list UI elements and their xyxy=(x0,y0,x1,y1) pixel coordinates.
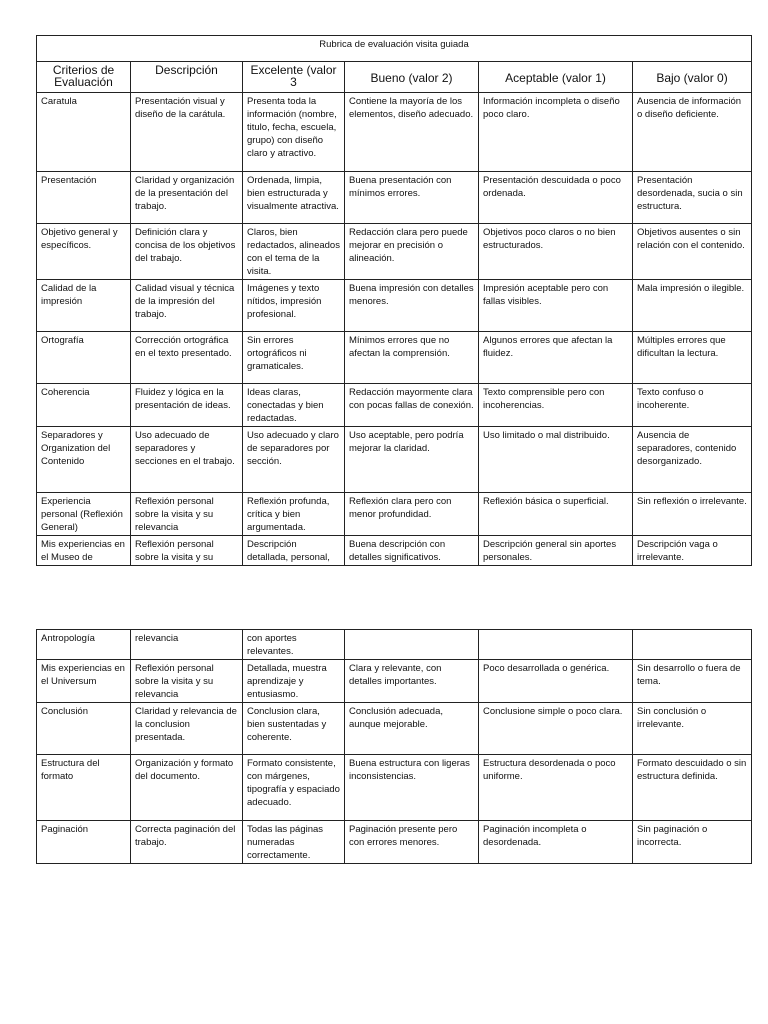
bueno-cell: Contiene la mayoría de los elementos, diseño adecuado. xyxy=(345,93,479,172)
bajo-cell: Sin conclusión o irrelevante. xyxy=(633,703,752,755)
bajo-cell xyxy=(633,630,752,660)
rubric-table-page2 xyxy=(36,629,752,864)
bueno-cell: Buena estructura con ligeras inconsistencias. xyxy=(345,755,479,821)
excelente-cell: Sin errores ortográficos ni gramaticales. xyxy=(243,332,345,384)
description-cell: Correcta paginación del trabajo. xyxy=(131,821,243,864)
criterion-cell: Separadores y Organization del Contenido xyxy=(37,427,131,493)
header-aceptable: Aceptable (valor 1) xyxy=(479,62,633,93)
aceptable-cell: Objetivos poco claros o no bien estructurados. xyxy=(479,224,633,280)
table-row xyxy=(37,755,752,821)
bajo-cell: Texto confuso o incoherente. xyxy=(633,384,752,427)
excelente-cell: Reflexión profunda, crítica y bien argumentada. xyxy=(243,493,345,536)
table-row xyxy=(37,172,752,224)
aceptable-cell: Reflexión básica o superficial. xyxy=(479,493,633,536)
criterion-cell: Objetivo general y específicos. xyxy=(37,224,131,280)
bueno-cell: Mínimos errores que no afectan la comprensión. xyxy=(345,332,479,384)
description-cell: Presentación visual y diseño de la carátula. xyxy=(131,93,243,172)
bueno-cell: Conclusión adecuada, aunque mejorable. xyxy=(345,703,479,755)
criterion-cell: Estructura del formato xyxy=(37,755,131,821)
table-row xyxy=(37,280,752,332)
table-row xyxy=(37,536,752,566)
aceptable-cell: Poco desarrollada o genérica. xyxy=(479,660,633,703)
aceptable-cell: Conclusione simple o poco clara. xyxy=(479,703,633,755)
description-cell: Uso adecuado de separadores y secciones en el trabajo. xyxy=(131,427,243,493)
table-row xyxy=(37,224,752,280)
description-cell: Claridad y relevancia de la conclusion presentada. xyxy=(131,703,243,755)
title-row xyxy=(37,36,752,62)
aceptable-cell xyxy=(479,630,633,660)
header-row xyxy=(37,62,752,93)
excelente-cell: con aportes relevantes. xyxy=(243,630,345,660)
criterion-cell: Ortografía xyxy=(37,332,131,384)
table-row xyxy=(37,821,752,864)
table-row xyxy=(37,332,752,384)
bajo-cell: Ausencia de información o diseño deficiente. xyxy=(633,93,752,172)
bueno-cell: Clara y relevante, con detalles importantes. xyxy=(345,660,479,703)
rubric-table-page1 xyxy=(36,35,752,566)
excelente-cell: Detallada, muestra aprendizaje y entusiasmo. xyxy=(243,660,345,703)
table-row xyxy=(37,660,752,703)
table-row xyxy=(37,93,752,172)
criterion-cell: Coherencia xyxy=(37,384,131,427)
header-bajo: Bajo (valor 0) xyxy=(633,62,752,93)
table-row xyxy=(37,427,752,493)
bajo-cell: Sin paginación o incorrecta. xyxy=(633,821,752,864)
criterion-cell: Presentación xyxy=(37,172,131,224)
aceptable-cell: Estructura desordenada o poco uniforme. xyxy=(479,755,633,821)
criterion-cell: Mis experiencias en el Universum xyxy=(37,660,131,703)
excelente-cell: Ideas claras, conectadas y bien redactadas. xyxy=(243,384,345,427)
bajo-cell: Formato descuidado o sin estructura definida. xyxy=(633,755,752,821)
criterion-cell: Calidad de la impresión xyxy=(37,280,131,332)
bueno-cell xyxy=(345,630,479,660)
aceptable-cell: Uso limitado o mal distribuido. xyxy=(479,427,633,493)
header-descripcion: Descripción xyxy=(131,62,243,93)
bajo-cell: Descripción vaga o irrelevante. xyxy=(633,536,752,566)
description-cell: Definición clara y concisa de los objetivos del trabajo. xyxy=(131,224,243,280)
excelente-cell: Imágenes y texto nítidos, impresión profesional. xyxy=(243,280,345,332)
header-excelente: Excelente (valor 3 xyxy=(243,62,345,93)
excelente-cell: Formato consistente, con márgenes, tipografía y espaciado adecuado. xyxy=(243,755,345,821)
bueno-cell: Redacción mayormente clara con pocas fallas de conexión. xyxy=(345,384,479,427)
criterion-cell: Conclusión xyxy=(37,703,131,755)
description-cell: Claridad y organización de la presentación del trabajo. xyxy=(131,172,243,224)
description-cell: relevancia xyxy=(131,630,243,660)
bajo-cell: Presentación desordenada, sucia o sin estructura. xyxy=(633,172,752,224)
bueno-cell: Paginación presente pero con errores menores. xyxy=(345,821,479,864)
bajo-cell: Sin desarrollo o fuera de tema. xyxy=(633,660,752,703)
excelente-cell: Uso adecuado y claro de separadores por sección. xyxy=(243,427,345,493)
aceptable-cell: Descripción general sin aportes personales. xyxy=(479,536,633,566)
table-row xyxy=(37,493,752,536)
aceptable-cell: Presentación descuidada o poco ordenada. xyxy=(479,172,633,224)
bajo-cell: Ausencia de separadores, contenido desorganizado. xyxy=(633,427,752,493)
excelente-cell: Todas las páginas numeradas correctamente. xyxy=(243,821,345,864)
criterion-cell: Mis experiencias en el Museo de xyxy=(37,536,131,566)
bueno-cell: Redacción clara pero puede mejorar en precisión o alineación. xyxy=(345,224,479,280)
bajo-cell: Objetivos ausentes o sin relación con el contenido. xyxy=(633,224,752,280)
description-cell: Fluidez y lógica en la presentación de ideas. xyxy=(131,384,243,427)
aceptable-cell: Algunos errores que afectan la fluidez. xyxy=(479,332,633,384)
criterion-cell: Paginación xyxy=(37,821,131,864)
table-title: Rubrica de evaluación visita guiada xyxy=(37,36,752,62)
criterion-cell: Experiencia personal (Reflexión General) xyxy=(37,493,131,536)
table-row xyxy=(37,630,752,660)
aceptable-cell: Texto comprensible pero con incoherencias. xyxy=(479,384,633,427)
table-row xyxy=(37,703,752,755)
bueno-cell: Buena descripción con detalles significativos. xyxy=(345,536,479,566)
bueno-cell: Buena impresión con detalles menores. xyxy=(345,280,479,332)
description-cell: Corrección ortográfica en el texto presentado. xyxy=(131,332,243,384)
description-cell: Reflexión personal sobre la visita y su relevancia xyxy=(131,493,243,536)
excelente-cell: Ordenada, limpia, bien estructurada y visualmente atractiva. xyxy=(243,172,345,224)
bajo-cell: Sin reflexión o irrelevante. xyxy=(633,493,752,536)
bueno-cell: Reflexión clara pero con menor profundidad. xyxy=(345,493,479,536)
bajo-cell: Múltiples errores que dificultan la lectura. xyxy=(633,332,752,384)
excelente-cell: Conclusion clara, bien sustentadas y coherente. xyxy=(243,703,345,755)
bueno-cell: Uso aceptable, pero podría mejorar la claridad. xyxy=(345,427,479,493)
aceptable-cell: Información incompleta o diseño poco claro. xyxy=(479,93,633,172)
excelente-cell: Descripción detallada, personal, xyxy=(243,536,345,566)
aceptable-cell: Impresión aceptable pero con fallas visibles. xyxy=(479,280,633,332)
aceptable-cell: Paginación incompleta o desordenada. xyxy=(479,821,633,864)
description-cell: Reflexión personal sobre la visita y su xyxy=(131,536,243,566)
description-cell: Reflexión personal sobre la visita y su relevancia xyxy=(131,660,243,703)
table-row xyxy=(37,384,752,427)
bajo-cell: Mala impresión o ilegible. xyxy=(633,280,752,332)
excelente-cell: Claros, bien redactados, alineados con el tema de la visita. xyxy=(243,224,345,280)
bueno-cell: Buena presentación con mínimos errores. xyxy=(345,172,479,224)
header-bueno: Bueno (valor 2) xyxy=(345,62,479,93)
description-cell: Calidad visual y técnica de la impresión del trabajo. xyxy=(131,280,243,332)
criterion-cell: Caratula xyxy=(37,93,131,172)
excelente-cell: Presenta toda la información (nombre, titulo, fecha, escuela, grupo) con diseño claro y atractivo. xyxy=(243,93,345,172)
criterion-cell: Antropología xyxy=(37,630,131,660)
header-criterios: Criterios de Evaluación xyxy=(37,62,131,93)
description-cell: Organización y formato del documento. xyxy=(131,755,243,821)
